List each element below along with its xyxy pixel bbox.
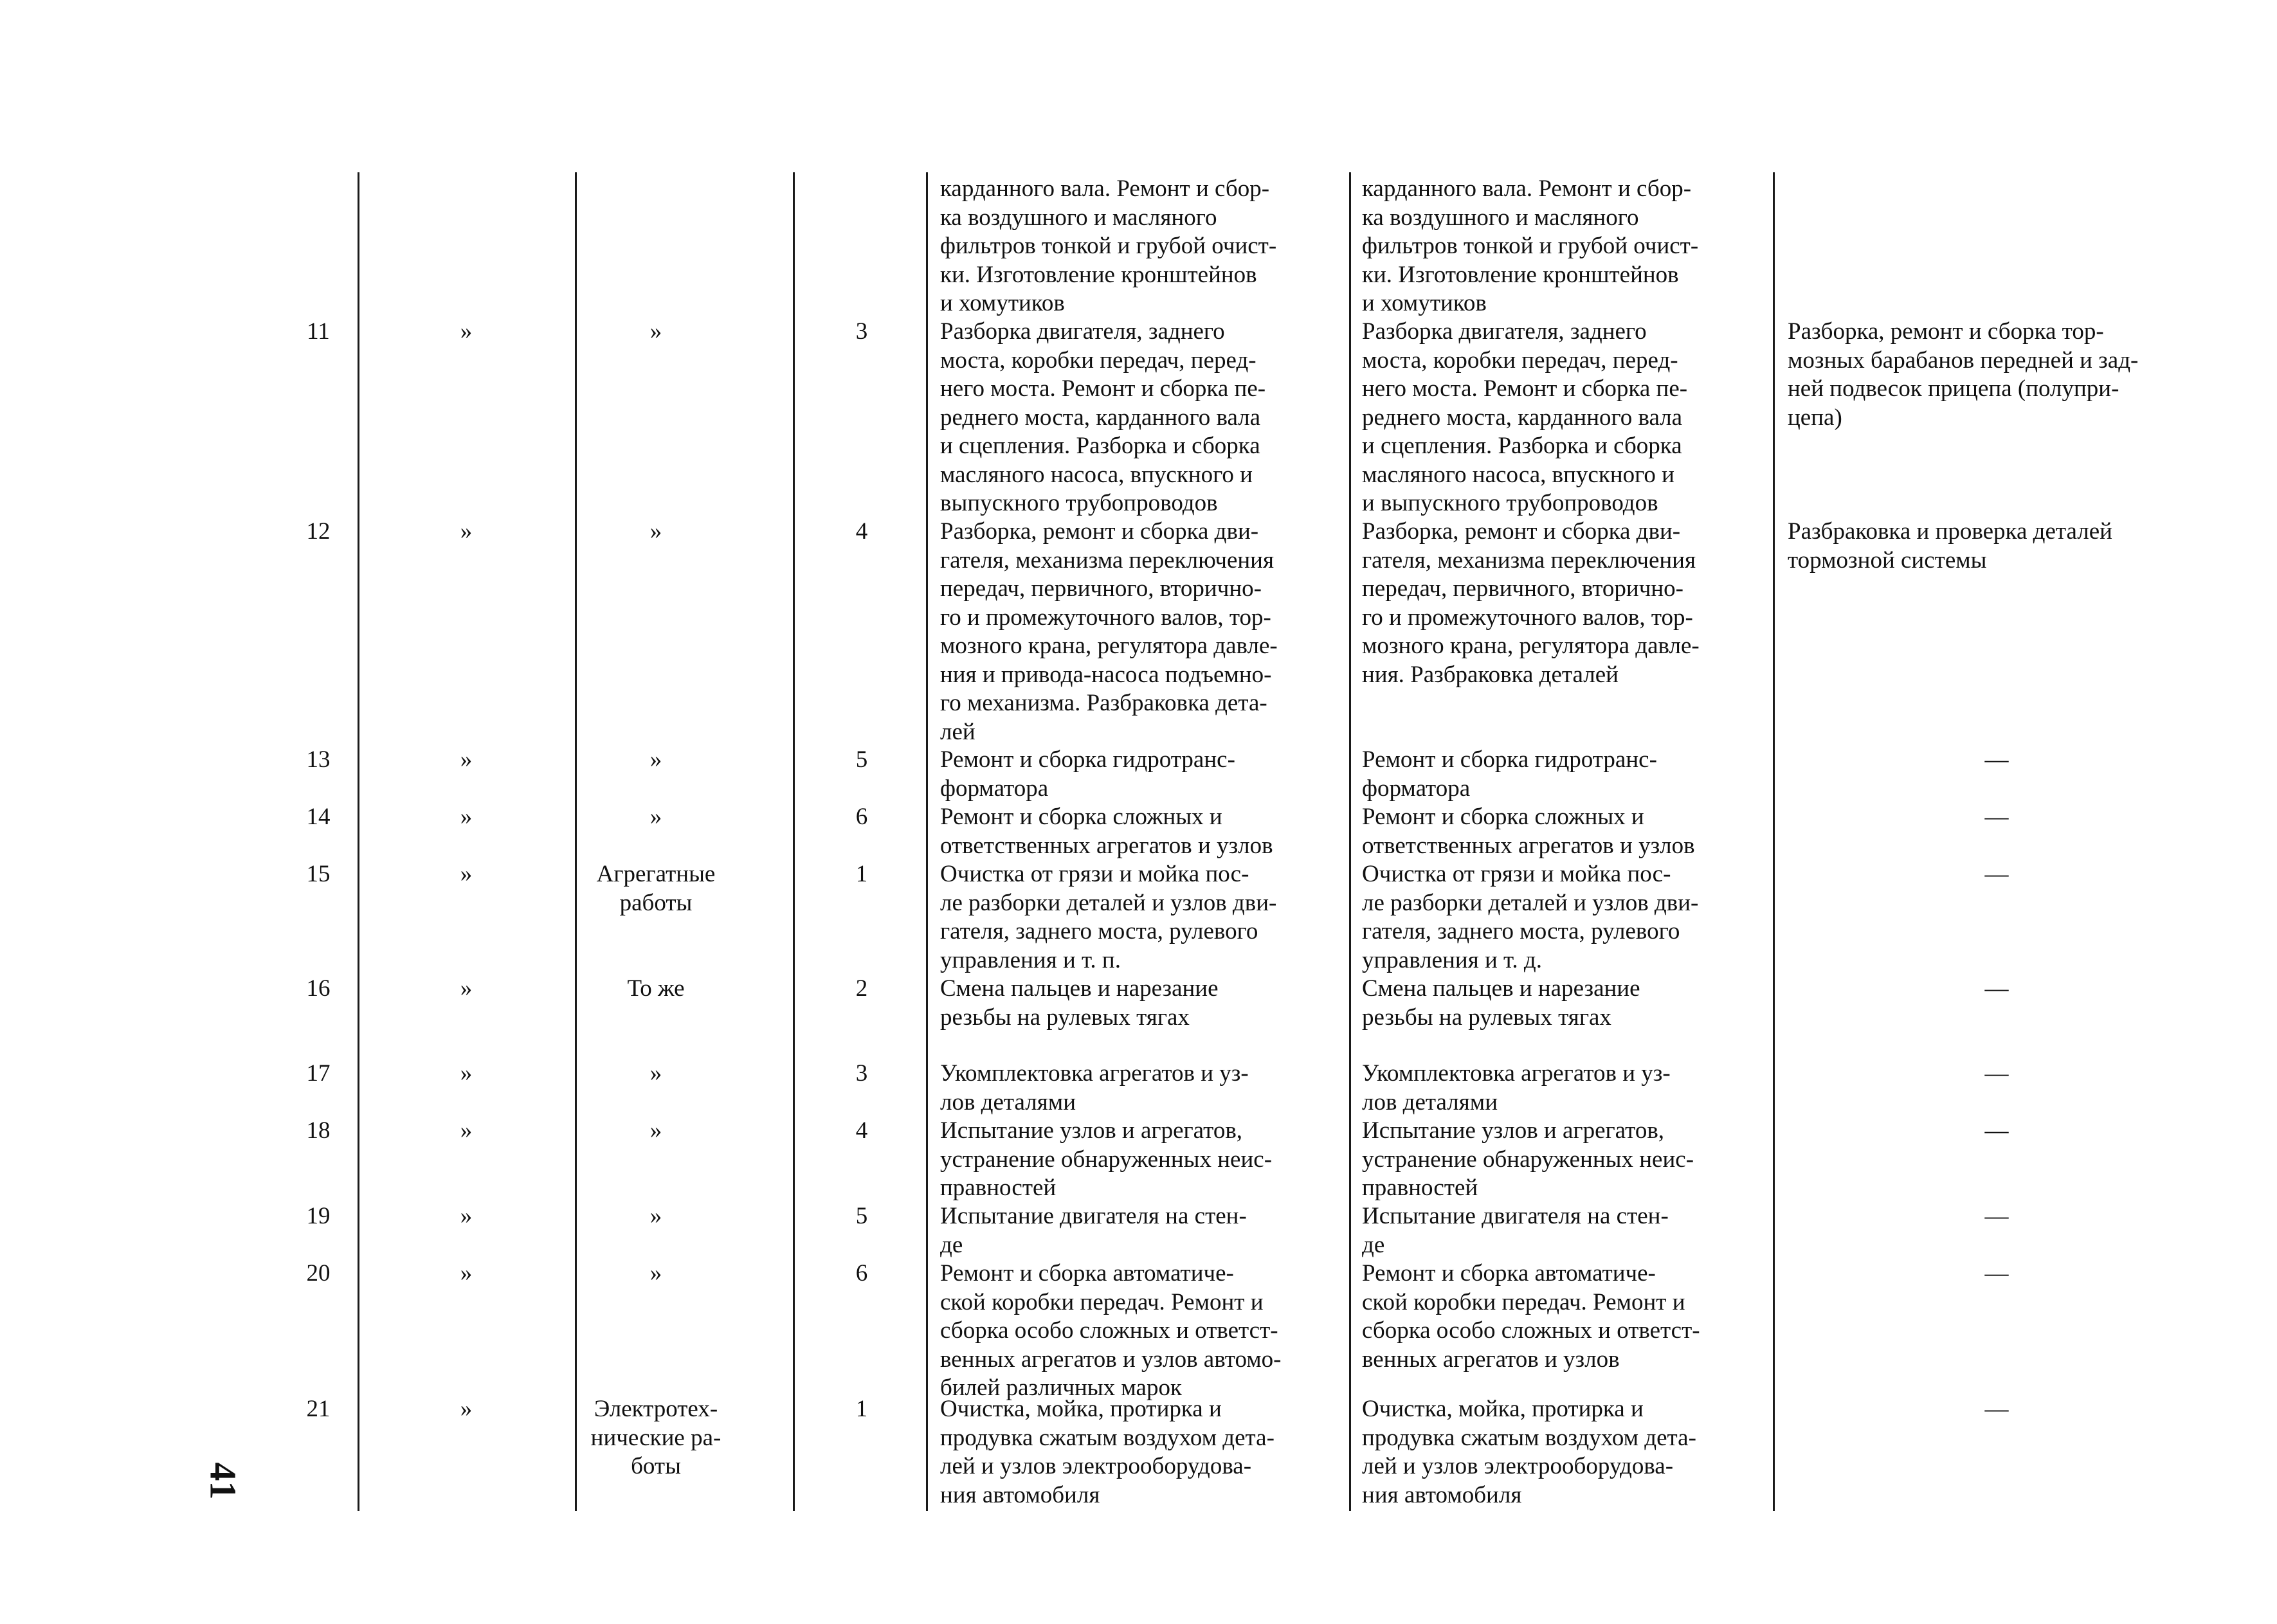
row-practice: Ремонт и сборка автоматиче- ской коробки передач. Ремонт и сборка особо сложных и ответст- венных агрегатов и узлов [1362, 1260, 1700, 1373]
row-extra: — [1984, 1060, 2009, 1087]
row-theory: Ремонт и сборка гидротранс- форматора [940, 746, 1235, 802]
row-work-type: » [649, 1060, 662, 1087]
row-theory: Ремонт и сборка сложных и ответственных агрегатов и узлов [940, 804, 1273, 859]
row-extra: — [1984, 1396, 2009, 1422]
row-ditto: » [460, 318, 473, 345]
row-ditto: » [460, 746, 473, 773]
column-rule-2 [575, 172, 577, 1511]
column-rule-4 [926, 172, 928, 1511]
continuation-practice: карданного вала. Ремонт и сбор- ка воздушного и масляного фильтров тонкой и грубой очист- ки. Изготовление кронштейнов и хомутиков [1362, 176, 1699, 316]
row-practice: Очистка от грязи и мойка пос- ле разборки деталей и узлов дви- гателя, заднего моста, рулевого управления и т. д. [1362, 861, 1699, 973]
row-work-type: » [649, 804, 662, 830]
row-number: 18 [306, 1117, 331, 1144]
column-rule-5 [1349, 172, 1351, 1511]
row-ditto: » [460, 1060, 473, 1087]
row-work-type: Агрегатные работы [596, 861, 716, 916]
row-grade: 4 [855, 518, 868, 545]
row-work-type: » [649, 1203, 662, 1229]
row-extra: — [1984, 861, 2009, 887]
row-number: 20 [306, 1260, 331, 1286]
row-number: 12 [306, 518, 331, 545]
column-rule-1 [358, 172, 359, 1511]
row-work-type: » [649, 318, 662, 345]
row-number: 21 [306, 1396, 331, 1422]
row-work-type: Электротех- нические ра- боты [590, 1396, 721, 1479]
row-theory: Очистка, мойка, протирка и продувка сжатым воздухом дета- лей и узлов электрооборудова- ния автомобиля [940, 1396, 1275, 1508]
row-work-type: » [649, 1117, 662, 1144]
row-grade: 1 [855, 1396, 868, 1422]
row-number: 17 [306, 1060, 331, 1087]
row-practice: Испытание двигателя на стен- де [1362, 1203, 1669, 1258]
row-practice: Испытание узлов и агрегатов, устранение обнаруженных неис- правностей [1362, 1117, 1694, 1201]
row-extra: Разбраковка и проверка деталей тормозной системы [1788, 518, 2112, 573]
row-practice: Разборка двигателя, заднего моста, коробки передач, перед- него моста. Ремонт и сборка пе- реднего моста, карданного вала и сцепления. Разборка и сборка масляного насоса, впускного и и выпускного трубопроводов [1362, 318, 1688, 516]
row-extra: — [1984, 1117, 2009, 1144]
row-work-type: » [649, 746, 662, 773]
row-ditto: » [460, 1260, 473, 1286]
row-theory: Очистка от грязи и мойка пос- ле разборки деталей и узлов дви- гателя, заднего моста, рулевого управления и т. п. [940, 861, 1277, 973]
row-practice: Укомплектовка агрегатов и уз- лов деталями [1362, 1060, 1671, 1115]
row-number: 19 [306, 1203, 331, 1229]
row-theory: Укомплектовка агрегатов и уз- лов деталями [940, 1060, 1249, 1115]
row-number: 13 [306, 746, 331, 773]
row-grade: 2 [855, 975, 868, 1002]
row-ditto: » [460, 804, 473, 830]
row-theory: Разборка двигателя, заднего моста, коробки передач, перед- него моста. Ремонт и сборка пе- реднего моста, карданного вала и сцепления. Разборка и сборка масляного насоса, впускного и выпускного трубопроводов [940, 318, 1266, 516]
row-work-type: » [649, 518, 662, 545]
row-practice: Очистка, мойка, протирка и продувка сжатым воздухом дета- лей и узлов электрооборудова- ния автомобиля [1362, 1396, 1696, 1508]
continuation-theory: карданного вала. Ремонт и сбор- ка воздушного и масляного фильтров тонкой и грубой очист- ки. Изготовление кронштейнов и хомутиков [940, 176, 1277, 316]
row-number: 15 [306, 861, 331, 887]
column-rule-3 [793, 172, 795, 1511]
row-work-type: То же [627, 975, 685, 1002]
row-extra: — [1984, 1260, 2009, 1286]
row-practice: Разборка, ремонт и сборка дви- гателя, механизма переключения передач, первичного, вторично- го и промежуточного валов, тор- мозного крана, регулятора давле- ния. Разбраковка деталей [1362, 518, 1700, 688]
page-number: 41 [202, 1462, 244, 1500]
row-grade: 4 [855, 1117, 868, 1144]
row-ditto: » [460, 975, 473, 1002]
row-ditto: » [460, 1396, 473, 1422]
row-grade: 6 [855, 804, 868, 830]
row-extra: — [1984, 975, 2009, 1002]
row-ditto: » [460, 1117, 473, 1144]
row-theory: Испытание узлов и агрегатов, устранение обнаруженных неис- правностей [940, 1117, 1273, 1201]
row-theory: Смена пальцев и нарезание резьбы на рулевых тягах [940, 975, 1219, 1031]
row-extra: — [1984, 804, 2009, 830]
row-practice: Ремонт и сборка сложных и ответственных агрегатов и узлов [1362, 804, 1695, 859]
row-grade: 6 [855, 1260, 868, 1286]
row-number: 16 [306, 975, 331, 1002]
row-grade: 1 [855, 861, 868, 887]
row-extra: Разборка, ремонт и сборка тор- мозных барабанов передней и зад- ней подвесок прицепа (полупри- цепа) [1788, 318, 2139, 431]
row-ditto: » [460, 1203, 473, 1229]
row-grade: 3 [855, 318, 868, 345]
row-number: 14 [306, 804, 331, 830]
row-theory: Ремонт и сборка автоматиче- ской коробки передач. Ремонт и сборка особо сложных и ответст- венных агрегатов и узлов автомо- билей различных марок [940, 1260, 1282, 1401]
row-number: 11 [307, 318, 330, 345]
row-grade: 5 [855, 746, 868, 773]
row-grade: 3 [855, 1060, 868, 1087]
row-work-type: » [649, 1260, 662, 1286]
row-extra: — [1984, 1203, 2009, 1229]
row-grade: 5 [855, 1203, 868, 1229]
row-ditto: » [460, 518, 473, 545]
row-ditto: » [460, 861, 473, 887]
column-rule-6 [1773, 172, 1775, 1511]
row-practice: Ремонт и сборка гидротранс- форматора [1362, 746, 1657, 802]
row-extra: — [1984, 746, 2009, 773]
row-theory: Разборка, ремонт и сборка дви- гателя, механизма переключения передач, первичного, вторично- го и промежуточного валов, тор- мозного крана, регулятора давле- ния и привода-насоса подъемно- го механизма. Разбраковка дета- лей [940, 518, 1278, 745]
row-theory: Испытание двигателя на стен- де [940, 1203, 1247, 1258]
row-practice: Смена пальцев и нарезание резьбы на рулевых тягах [1362, 975, 1640, 1031]
